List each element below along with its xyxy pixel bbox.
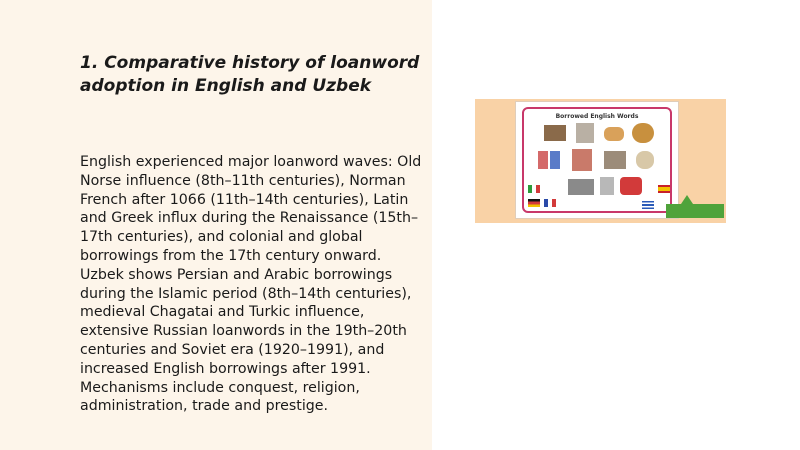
slide-body: English experienced major loanword waves: Old Norse influence (8th–11th centuries), Norman French after 1066 (11th–14th centuries), Latin and Greek influx during the Renaissance (15th–17th centuries), and colonial and global borrowings from the 17th century onward. Uzbek shows Persian and Arabic borrowings during the Islamic period (8th–14th centuries), medieval Chagatai and Turkic influence, extensive Russian loanwords in the 19th–20th centuries and Soviet era (1920–1991), and increased English borrowings after 1991. Mechanisms include conquest, religion, administration, trade and prestige. xyxy=(80,154,422,415)
publisher-tag xyxy=(666,204,724,218)
poster-title: Borrowed English Words xyxy=(555,113,639,120)
greece-flag-icon xyxy=(642,201,654,209)
poster-picture-people xyxy=(538,151,548,169)
poster-picture-table xyxy=(604,151,626,169)
slide-title: 1. Comparative history of loanword adoption in English and Uzbek xyxy=(80,53,420,96)
poster-border xyxy=(522,107,672,213)
germany-flag-icon xyxy=(528,199,540,207)
tag-triangle-icon xyxy=(681,195,693,204)
borrowed-words-poster xyxy=(515,101,679,219)
poster-picture-pot xyxy=(636,151,654,169)
poster-picture-building xyxy=(576,123,594,143)
poster-picture-map xyxy=(620,177,642,195)
poster-picture-statue xyxy=(600,177,614,195)
slide-image xyxy=(475,99,726,223)
poster-picture-kitchen xyxy=(568,179,594,195)
poster-picture-door xyxy=(572,149,592,171)
poster-picture-people-2 xyxy=(550,151,560,169)
italy-flag-icon xyxy=(528,185,540,193)
spain-flag-icon xyxy=(658,185,670,193)
poster-picture-bread xyxy=(604,127,624,141)
poster-picture-furniture xyxy=(544,125,566,141)
poster-picture-guitar xyxy=(632,123,654,143)
france-flag-icon xyxy=(544,199,556,207)
